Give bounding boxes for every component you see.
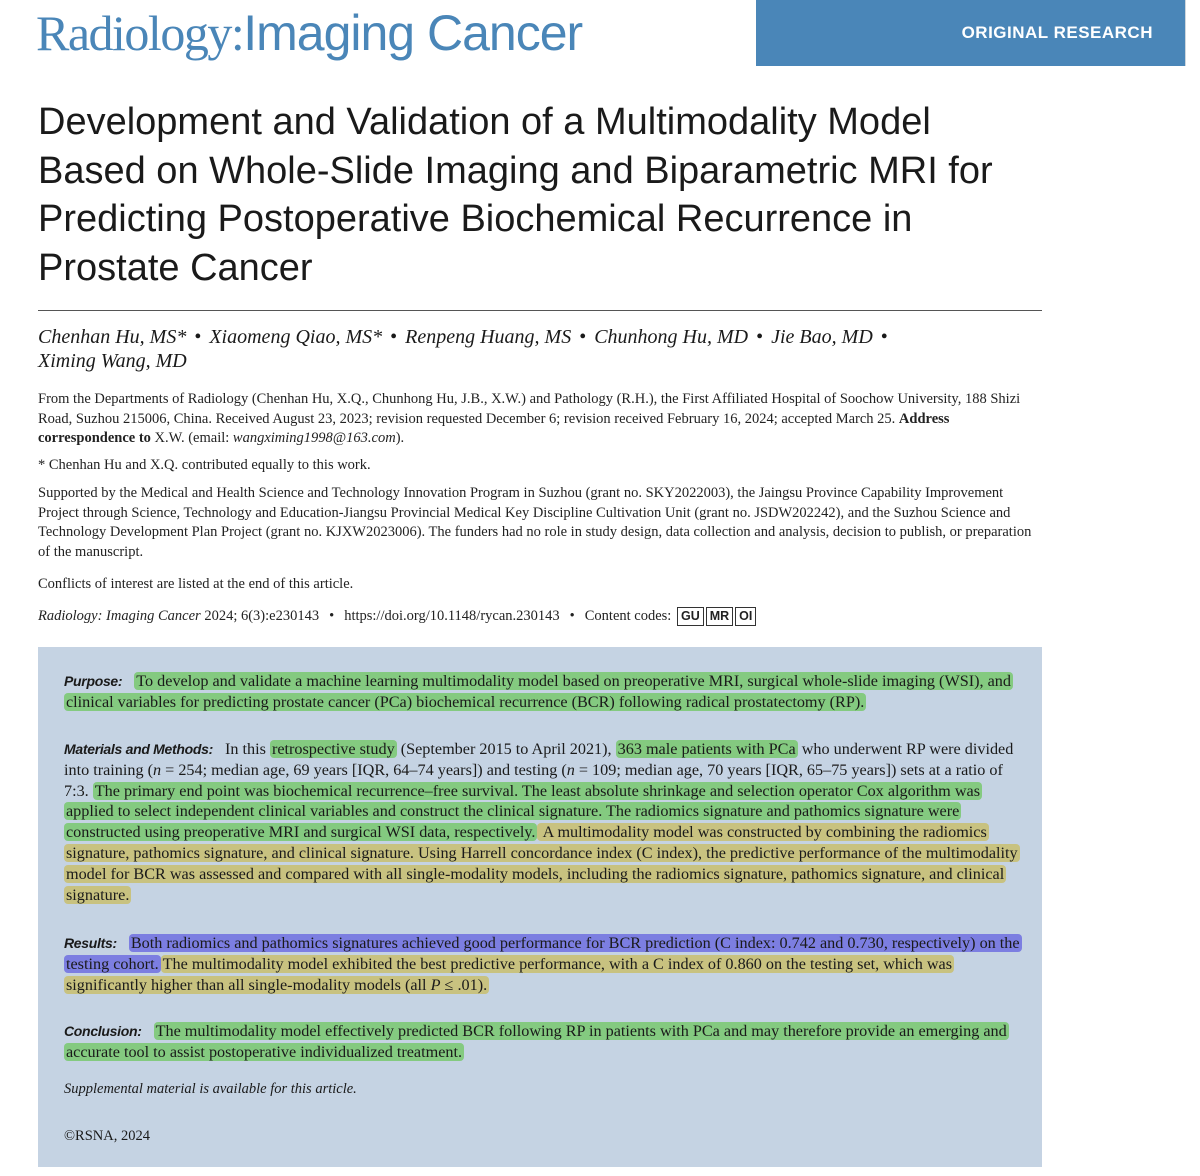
abstract-purpose: [64, 671, 1024, 713]
abstract-box: [38, 647, 1042, 1167]
highlight-yellow: The multimodality model exhibited the best predictive performance, with a C index of 0.860 on the testing set, which was significantly higher than all single-modality models (all P ≤ .01).: [66, 954, 953, 994]
results-label: Results:: [64, 935, 117, 951]
citation-line: Radiology: Imaging Cancer 2024; 6(3):e230143 • https://doi.org/10.1148/rycan.230143 • Content codes: GU MR OI: [38, 607, 1042, 627]
author-name: Ximing Wang, MD: [38, 350, 187, 372]
content-code-badge[interactable]: OI: [735, 607, 756, 626]
abstract-results: [64, 933, 1024, 995]
author-name: Jie Bao, MD: [771, 326, 873, 348]
highlight-blue: Both radiomics and pathomics signatures achieved good performance for BCR prediction (C index: 0.742 and 0.730, respectively) on the testing cohort.: [66, 934, 1020, 973]
highlight-green: The multimodality model effectively predicted BCR following RP in patients with PCa and may therefore provide an emerging and accurate tool to assist postoperative individualized treatment.: [66, 1022, 1007, 1061]
author-separator: •: [756, 326, 764, 348]
author-separator: •: [880, 326, 888, 348]
abstract-conclusion: [64, 1021, 1024, 1063]
equal-contribution-note: * Chenhan Hu and X.Q. contributed equally to this work.: [38, 457, 371, 473]
conclusion-label: Conclusion:: [64, 1023, 142, 1039]
correspondence-label: Address correspondence to: [38, 410, 950, 446]
header-right-rule: [1185, 0, 1186, 66]
methods-label: Materials and Methods:: [64, 741, 213, 757]
supplemental-note: Supplemental material is available for this article.: [64, 1081, 357, 1097]
author-name: Xiaomeng Qiao, MS*: [209, 326, 383, 348]
author-separator: •: [579, 326, 587, 348]
content-codes-label: Content codes:: [584, 608, 672, 624]
conflicts-note: Conflicts of interest are listed at the end of this article.: [38, 576, 354, 592]
author-name: Renpeng Huang, MS: [405, 326, 572, 348]
title-divider: [38, 310, 1042, 311]
abstract-methods: Materials and Methods: In this retrospective study (September 2015 to April 2021), 363 male patients with PCa who underwent RP were divided into training (n = 254; median age, 69 years [IQR, 64–74 years]) and testing (n = 109; median age, 70 years [IQR, 65–75 years]) sets at a ratio of 7:3. The primary end point was biochemical recurrence–free survival. The least absolute shrinkage and selection operator Cox algorithm was applied to select independent clinical variables and construct the clinical signature. The radiomics signature and pathomics signature were constructed using preoperative MRI and surgical WSI data, respectively. A multimodality model was constructed by combining the radiomics signature, pathomics signature, and clinical signature. Using Harrell concordance index (C index), the predictive performance of the multimodality model for BCR was assessed and compared with all single-modality models, including the radiomics signature, pathomics signature, and clinical signature.: [64, 740, 1018, 904]
content-code-badge[interactable]: MR: [706, 607, 733, 626]
author-name: Chenhan Hu, MS*: [38, 326, 187, 348]
highlight-yellow: A multimodality model was constructed by combining the radiomics signature, pathomics signature, and clinical signature. Using Harrell concordance index (C index), the predictive performance of the multimodality model for BCR was assessed and compared with all single-modality models, including the radiomics signature, pathomics signature, and clinical signature.: [66, 823, 1018, 904]
highlight-green: To develop and validate a machine learning multimodality model based on preoperative MRI, surgical whole-slide imaging (WSI), and clinical variables for predicting prostate cancer (PCa) biochemical recurrence (BCR) following radical prostatectomy (RP).: [66, 672, 1011, 711]
copyright: ©RSNA, 2024: [64, 1128, 150, 1144]
highlight-green: retrospective study: [271, 740, 395, 758]
content-code-badge[interactable]: GU: [677, 607, 704, 626]
author-separator: •: [390, 326, 398, 348]
purpose-label: Purpose:: [64, 673, 123, 689]
citation-journal: Radiology: Imaging Cancer: [38, 608, 201, 624]
doi-link[interactable]: https://doi.org/10.1148/rycan.230143: [344, 608, 560, 624]
author-separator: •: [194, 326, 202, 348]
article-title: Development and Validation of a Multimodality Model Based on Whole-Slide Imaging and Biparametric MRI for Predicting Postoperative Biochemical Recurrence in Prostate Cancer: [38, 101, 993, 289]
funding-note: Supported by the Medical and Health Science and Technology Innovation Program in Suzhou (grant no. SKY2022003), the Jaingsu Province Capability Improvement Project through Science, Technology and Education-Jiangsu Provincial Medical Key Discipline Cultivation Unit (grant no. JSDW202242), and the Suzhou Science and Technology Development Plan Project (grant no. KJXW2023006). The funders had no role in study design, data collection and analysis, decision to publish, or preparation of the manuscript.: [38, 485, 1032, 560]
correspondence-email[interactable]: wangximing1998@163.com: [232, 430, 396, 446]
highlight-green: 363 male patients with PCa: [617, 740, 796, 758]
journal-logo: Radiology:Imaging Cancer: [36, 5, 583, 61]
author-list: [38, 325, 1042, 373]
highlight-green: The primary end point was biochemical recurrence–free survival. The least absolute shrinkage and selection operator Cox algorithm was applied to select independent clinical variables and construct the clinical signature. The radiomics signature and pathomics signature were constructed using preoperative MRI and surgical WSI data, respectively.: [66, 781, 980, 842]
affiliation-note: From the Departments of Radiology (Chenhan Hu, X.Q., Chunhong Hu, J.B., X.W.) and Pathology (R.H.), the First Affiliated Hospital of Soochow University, 188 Shizi Road, Suzhou 215006, China. Received August 23, 2023; revision requested December 6; revision received February 16, 2024; accepted March 25. Address correspondence to X.W. (email: wangximing1998@163.com).: [38, 391, 1021, 446]
section-label: ORIGINAL RESEARCH: [756, 0, 1185, 66]
author-name: Chunhong Hu, MD: [594, 326, 749, 348]
